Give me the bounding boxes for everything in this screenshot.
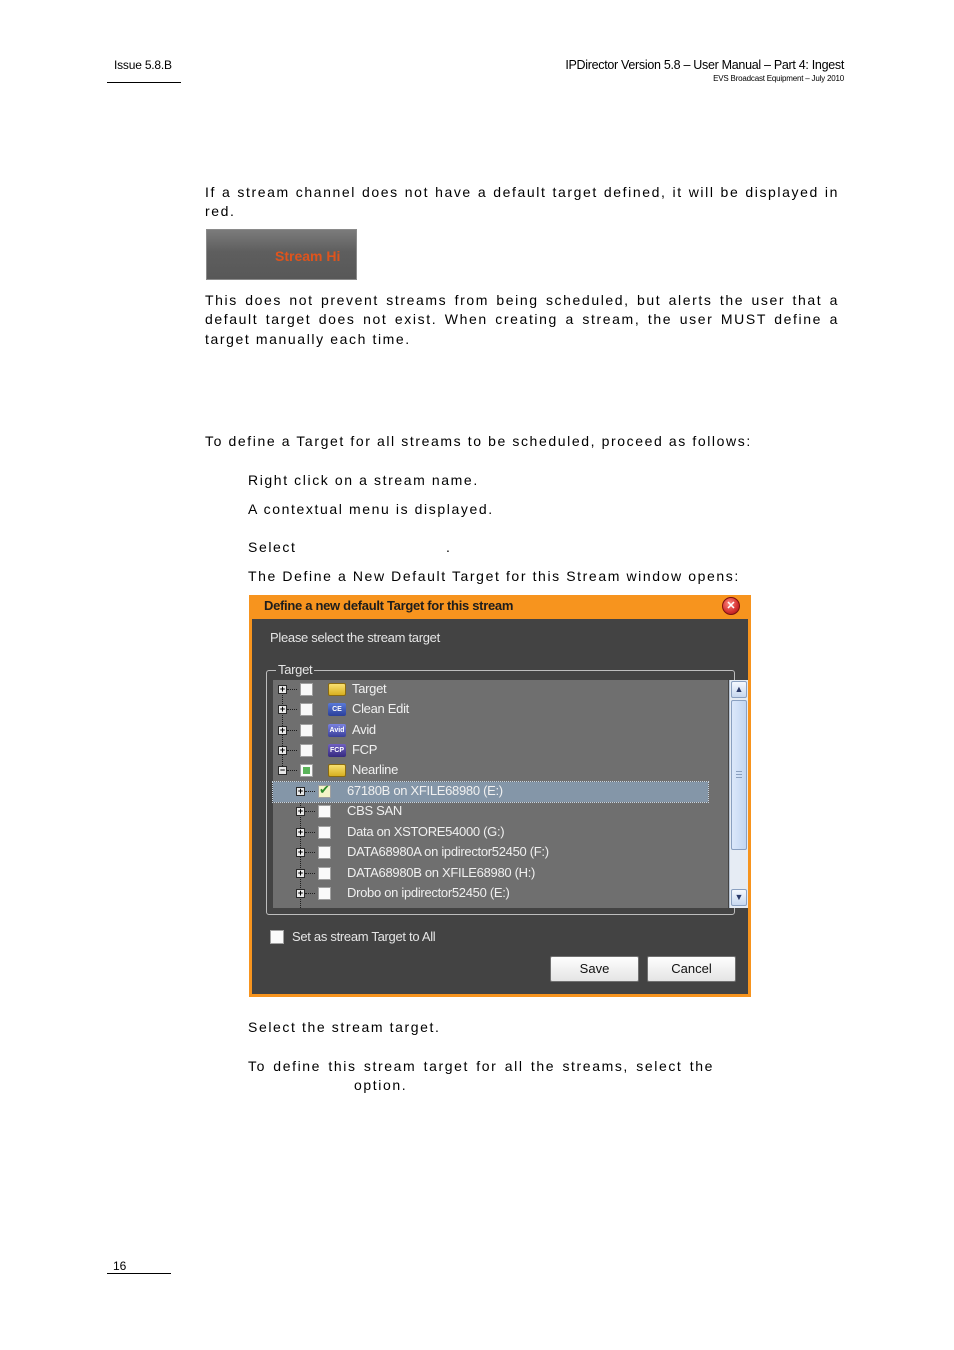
tree-item-label: DATA68980B on XFILE68980 (H:) <box>347 865 536 880</box>
clean-edit-icon: CE <box>328 703 346 716</box>
paragraph-intro: To define a Target for all streams to be scheduled, proceed as follows: <box>205 433 752 449</box>
tree-connector <box>287 730 297 731</box>
paragraph-alert-3: target manually each time. <box>205 331 411 347</box>
target-group-label: Target <box>278 662 313 677</box>
paragraph-alert-1: This does not prevent streams from being scheduled, but alerts the user that a <box>205 292 839 308</box>
cancel-button[interactable]: Cancel <box>647 956 736 982</box>
fcp-icon: FCP <box>328 744 346 757</box>
collapse-minus-icon[interactable]: − <box>279 765 286 775</box>
tree-checkbox[interactable] <box>318 846 331 859</box>
tree-connector <box>305 791 315 792</box>
tree-checkbox[interactable] <box>300 744 313 757</box>
tree-item-label: DATA68980A on ipdirector52450 (F:) <box>347 844 549 859</box>
step-2-suffix: . <box>446 539 452 555</box>
tree-item-label: Target <box>352 681 387 696</box>
tree-item-data68980a[interactable] <box>273 843 708 863</box>
avid-icon: Avid <box>328 724 346 737</box>
tree-checkbox[interactable] <box>318 867 331 880</box>
tree-connector <box>305 852 315 853</box>
expand-plus-icon[interactable]: + <box>297 786 304 796</box>
scroll-up-icon[interactable]: ▲ <box>731 681 747 698</box>
paragraph-alert-2: default target does not exist. When creating a stream, the user MUST define a <box>205 311 839 327</box>
tree-item-67180b[interactable] <box>273 782 708 802</box>
expand-plus-icon[interactable]: + <box>297 806 304 816</box>
tree-item-label: Drobo on ipdirector52450 (E:) <box>347 885 510 900</box>
save-button[interactable]: Save <box>550 956 639 982</box>
header-title: IPDirector Version 5.8 – User Manual – Part 4: Ingest <box>565 58 844 72</box>
tree-checkbox[interactable] <box>300 724 313 737</box>
tree-checkbox[interactable] <box>318 826 331 839</box>
tree-connector <box>305 832 315 833</box>
tree-item-label: Nearline <box>352 762 399 777</box>
expand-plus-icon[interactable]: + <box>297 827 304 837</box>
tree-item-data-xstore[interactable] <box>273 823 708 843</box>
set-all-checkbox[interactable] <box>270 930 284 944</box>
dialog-title: Define a new default Target for this stream <box>264 598 514 613</box>
expand-plus-icon[interactable]: + <box>279 704 286 714</box>
tree-checkbox-checked[interactable] <box>318 785 331 798</box>
folder-open-icon <box>328 764 346 777</box>
step-2-result: The Define a New Default Target for this Stream window opens: <box>248 568 740 584</box>
tree-item-fcp[interactable] <box>273 741 708 761</box>
step-2-prefix: Select <box>248 539 297 555</box>
step-4-line-1: To define this stream target for all the streams, select the <box>248 1058 714 1074</box>
tree-connector <box>305 873 315 874</box>
step-1: Right click on a stream name. <box>248 472 479 488</box>
folder-icon <box>328 683 346 696</box>
expand-plus-icon[interactable]: + <box>297 888 304 898</box>
tree-checkbox[interactable] <box>300 703 313 716</box>
step-3: Select the stream target. <box>248 1019 441 1035</box>
scroll-grip-icon <box>736 771 742 779</box>
tree-connector <box>287 689 297 690</box>
tree-checkbox-partial[interactable] <box>300 764 313 777</box>
stream-button-image <box>206 229 357 280</box>
tree-connector <box>305 811 315 812</box>
tree-item-data68980b[interactable] <box>273 864 708 884</box>
tree-scrollbar[interactable] <box>729 680 748 908</box>
expand-plus-icon[interactable]: + <box>297 868 304 878</box>
dialog-body <box>252 619 748 994</box>
step-1-result: A contextual menu is displayed. <box>248 501 494 517</box>
tree-connector <box>305 893 315 894</box>
tree-item-clean-edit[interactable] <box>273 700 708 720</box>
tree-item-label: Clean Edit <box>352 701 409 716</box>
scroll-down-icon[interactable]: ▼ <box>731 889 747 906</box>
expand-plus-icon[interactable]: + <box>279 725 286 735</box>
expand-plus-icon[interactable]: + <box>297 847 304 857</box>
tree-item-nearline[interactable] <box>273 761 708 781</box>
close-icon[interactable]: ✕ <box>722 597 740 615</box>
tree-checkbox[interactable] <box>300 683 313 696</box>
dialog-prompt: Please select the stream target <box>270 630 440 645</box>
tree-item-label: CBS SAN <box>347 803 402 818</box>
step-4-line-2: option. <box>354 1077 408 1093</box>
tree-connector <box>287 709 297 710</box>
header-rule <box>107 82 181 83</box>
tree-checkbox[interactable] <box>318 887 331 900</box>
tree-item-cbs-san[interactable] <box>273 802 708 822</box>
tree-connector <box>287 770 297 771</box>
tree-connector <box>287 750 297 751</box>
tree-item-label: Data on XSTORE54000 (G:) <box>347 824 505 839</box>
tree-item-target[interactable] <box>273 680 708 700</box>
tree-item-avid[interactable] <box>273 721 708 741</box>
target-tree[interactable] <box>273 680 744 908</box>
tree-item-label: FCP <box>352 742 378 757</box>
expand-plus-icon[interactable]: + <box>279 684 286 694</box>
paragraph-no-default-2: red. <box>205 203 236 219</box>
paragraph-no-default-1: If a stream channel does not have a default target defined, it will be displayed in <box>205 184 839 200</box>
stream-button-label: Stream Hi <box>275 248 341 264</box>
tree-item-drobo[interactable] <box>273 884 708 904</box>
set-all-label: Set as stream Target to All <box>292 929 436 944</box>
tree-item-label: Avid <box>352 722 376 737</box>
page-number: 16 <box>113 1259 127 1273</box>
define-target-dialog <box>249 595 751 997</box>
tree-checkbox[interactable] <box>318 805 331 818</box>
tree-item-label: 67180B on XFILE68980 (E:) <box>347 783 503 798</box>
scroll-thumb[interactable] <box>731 700 747 850</box>
header-issue: Issue 5.8.B <box>114 58 172 72</box>
header-subtitle: EVS Broadcast Equipment – July 2010 <box>713 74 844 83</box>
footer-rule <box>107 1273 171 1274</box>
expand-plus-icon[interactable]: + <box>279 745 286 755</box>
